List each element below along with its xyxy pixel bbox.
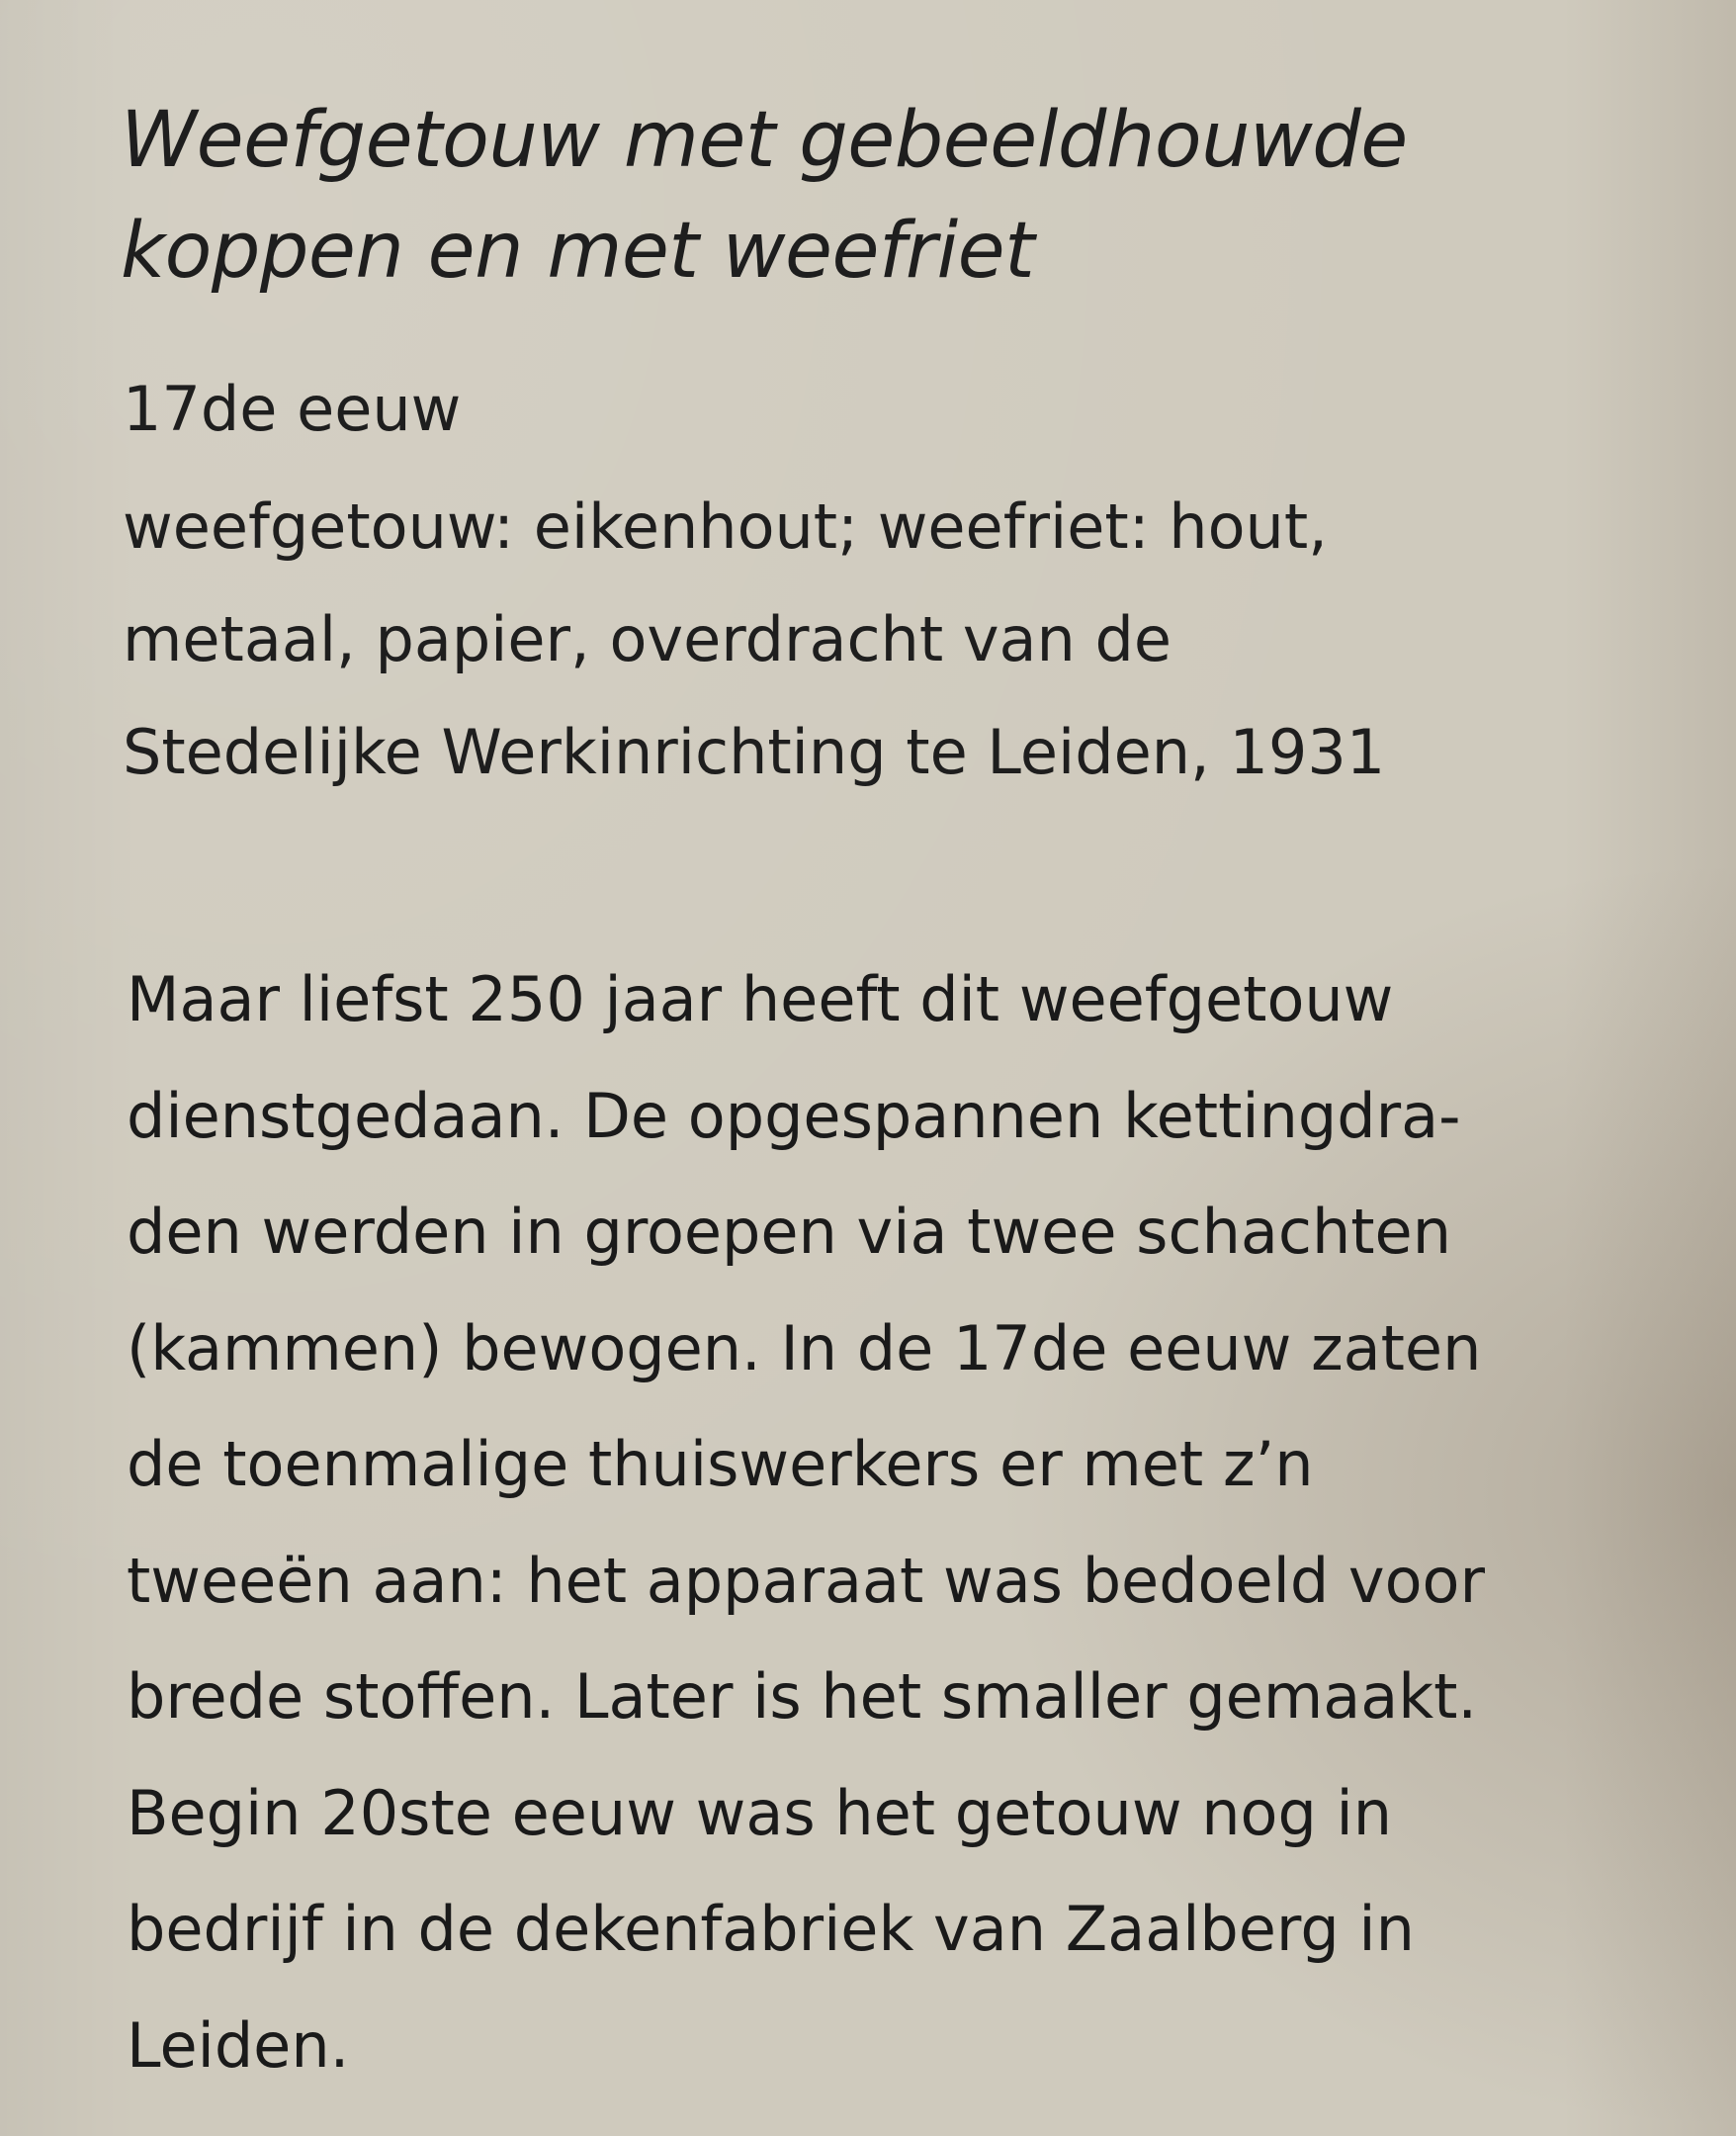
- description-line-7: brede stoffen. Later is het smaller gemaakt.: [127, 1660, 1478, 1733]
- description-line-5: de toenmalige thuiswerkers er met z’n: [127, 1428, 1314, 1500]
- description-line-4: (kammen) bewogen. In de 17de eeuw zaten: [127, 1311, 1482, 1384]
- description-line-6: tweeën aan: het apparaat was bedoeld voor: [127, 1544, 1485, 1617]
- materials-line-1: weefgetouw: eikenhout; weefriet: hout,: [123, 490, 1328, 563]
- object-date: 17de eeuw: [123, 373, 462, 445]
- title-line-2: koppen en met weefriet: [121, 207, 1035, 296]
- materials-line-2: metaal, papier, overdracht van de: [123, 603, 1172, 675]
- description-line-8: Begin 20ste eeuw was het getouw nog in: [127, 1776, 1393, 1849]
- description-line-2: dienstgedaan. De opgespannen kettingdra-: [127, 1079, 1461, 1152]
- description-line-1: Maar liefst 250 jaar heeft dit weefgetouw: [127, 963, 1394, 1035]
- description-line-9: bedrijf in de dekenfabriek van Zaalberg in: [127, 1893, 1415, 1965]
- materials-line-3: Stedelijke Werkinrichting te Leiden, 1931: [123, 716, 1386, 788]
- object-metadata: [123, 368, 1665, 809]
- title-line-1: Weefgetouw met gebeeldhouwde: [121, 96, 1408, 185]
- object-title: [121, 85, 1663, 307]
- description-text: [127, 941, 1689, 2103]
- description-line-10: Leiden.: [127, 2008, 350, 2082]
- description-line-3: den werden in groepen via twee schachten: [127, 1196, 1451, 1268]
